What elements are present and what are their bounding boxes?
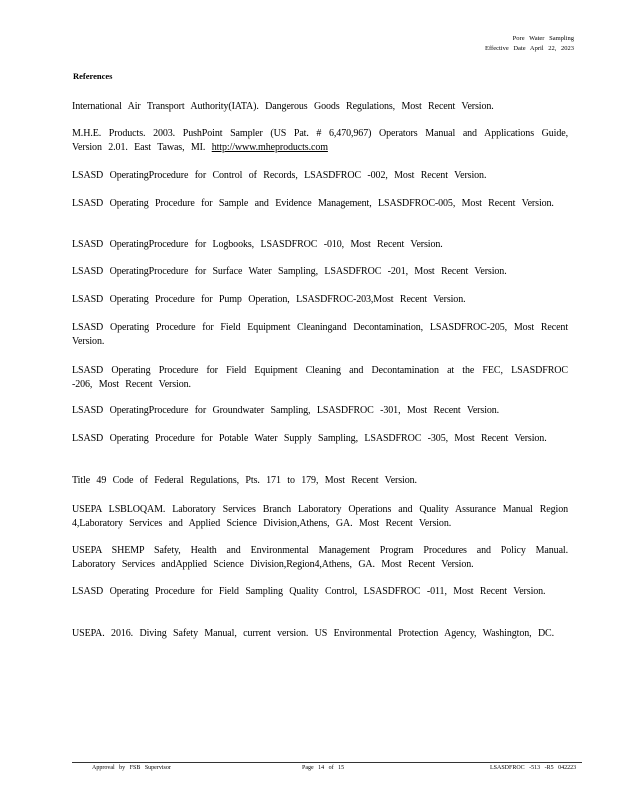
section-heading: References bbox=[73, 71, 113, 81]
footer-approval: Approval by FSB Supervisor bbox=[92, 765, 171, 771]
reference-item: LSASD OperatingProcedure for Logbooks, LSASDFROC -010, Most Recent Version. bbox=[72, 239, 443, 250]
mhe-products-link[interactable]: http://www.mheproducts.com bbox=[211, 141, 328, 153]
footer-page-number: Page 14 of 15 bbox=[302, 765, 345, 771]
reference-item: LSASD Operating Procedure for Pump Operation, LSASDFROC-203,Most Recent Version. bbox=[72, 294, 466, 305]
reference-item: USEPA SHEMP Safety, Health and Environmental Management Program Procedures and Policy Manual. Laboratory Services andApplied Science Division,Region4,Athens, GA. Most Recent Version. bbox=[72, 545, 568, 570]
reference-item: LSASD Operating Procedure for Sample and Evidence Management, LSASDFROC-005, Most Recent Version. bbox=[72, 198, 554, 209]
reference-item: LSASD Operating Procedure for Field Sampling Quality Control, LSASDFROC -011, Most Recent Version. bbox=[72, 586, 546, 597]
reference-item: LSASD Operating Procedure for Field Equipment Cleaningand Decontamination, LSASDFROC-205, Most Recent Version. bbox=[72, 322, 568, 347]
reference-item: Title 49 Code of Federal Regulations, Pts. 171 to 179, Most Recent Version. bbox=[72, 475, 417, 486]
reference-text: M.H.E. Products. 2003. PushPoint Sampler (US Pat. # 6,470,967) Operators Manual and Applications Guide, Version 2.01. East Tawas, MI. bbox=[72, 128, 568, 153]
reference-item: LSASD Operating Procedure for Potable Water Supply Sampling, LSASDFROC -305, Most Recent Version. bbox=[72, 433, 547, 444]
reference-item: LSASD OperatingProcedure for Control of Records, LSASDFROC -002, Most Recent Version. bbox=[72, 170, 487, 181]
reference-item: LSASD Operating Procedure for Field Equipment Cleaning and Decontamination at the FEC, LSASDFROC -206, Most Recent Version. bbox=[72, 365, 568, 390]
header-effective-date: Effective Date April 22, 2023 bbox=[485, 45, 574, 52]
reference-item: International Air Transport Authority(IATA). Dangerous Goods Regulations, Most Recent Version. bbox=[72, 101, 494, 112]
reference-item: USEPA LSBLOQAM. Laboratory Services Branch Laboratory Operations and Quality Assurance Manual Region 4,Laboratory Services and Applied Science Division,Athens, GA. Most Recent Version. bbox=[72, 504, 568, 529]
reference-item: LSASD OperatingProcedure for Surface Water Sampling, LSASDFROC -201, Most Recent Version. bbox=[72, 266, 507, 277]
reference-item: USEPA. 2016. Diving Safety Manual, current version. US Environmental Protection Agency, Washington, DC. bbox=[72, 628, 555, 639]
reference-item: LSASD OperatingProcedure for Groundwater Sampling, LSASDFROC -301, Most Recent Version. bbox=[72, 405, 500, 416]
header-doc-title: Pore Water Sampling bbox=[512, 35, 574, 42]
footer-divider bbox=[72, 762, 582, 763]
reference-item bbox=[72, 127, 568, 154]
footer-doc-id: LSASDFROC -513 -R5 042223 bbox=[490, 765, 577, 771]
